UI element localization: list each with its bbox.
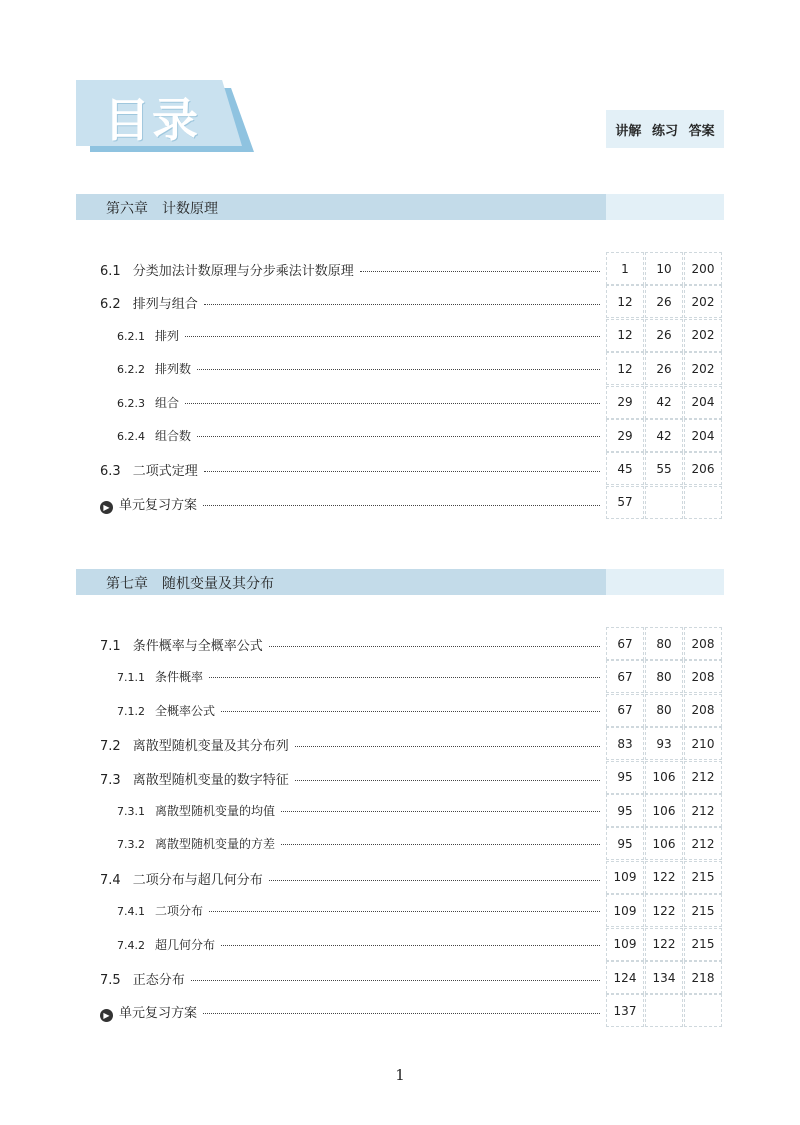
answer-page: 200 [684,252,722,285]
page-cells [606,627,722,660]
explanation-page: 124 [606,961,644,994]
answer-page: 204 [684,386,722,419]
page-cells [606,486,722,519]
page-cells [606,694,722,727]
toc-entry-text [117,835,600,852]
explanation-page: 29 [606,386,644,419]
explanation-page: 109 [606,894,644,927]
section-title: 排列 [155,328,180,343]
answer-page: 212 [684,761,722,794]
explanation-page: 95 [606,827,644,860]
toc-section-row[interactable] [100,252,724,285]
dot-leader [203,1013,600,1014]
toc-subsection-row[interactable] [100,419,724,452]
dot-leader [204,471,600,472]
chapter-number: 第七章 [106,576,148,592]
toc-entry-text [117,668,600,685]
chapter-number: 第六章 [106,201,148,217]
toc-entry-text [100,869,600,888]
chapter-bar-right [606,569,724,595]
explanation-page: 109 [606,861,644,894]
section-title: 条件概率 [155,670,204,685]
toc-entry-text [117,902,600,919]
dot-leader [197,369,600,370]
page-cells [606,994,722,1027]
chapter-header [76,569,724,595]
section-title: 二项式定理 [132,464,198,480]
dot-leader [185,336,600,337]
section-number: 7.2 [100,739,121,755]
toc-section-row[interactable] [100,961,724,994]
answer-page: 204 [684,419,722,452]
section-title: 超几何分布 [155,937,216,952]
practice-page: 26 [645,285,683,318]
play-icon: ▶ [100,501,113,514]
toc-subsection-row[interactable] [100,660,724,693]
toc-entry-text [100,635,600,654]
section-number: 7.1.1 [117,671,145,685]
column-headers [606,110,724,148]
page-cells [606,861,722,894]
toc-section-row[interactable] [100,861,724,894]
toc-section-row[interactable] [100,486,724,519]
column-header-explanation: 讲解 [615,123,642,139]
toc-section-row[interactable] [100,994,724,1027]
toc-entry-text [100,494,600,513]
explanation-page: 67 [606,627,644,660]
explanation-page: 67 [606,660,644,693]
chapter-label [106,198,218,218]
answer-page [684,994,722,1027]
toc-entry-text [100,769,600,788]
section-number: 6.2.3 [117,396,145,410]
toc-entry-text [117,360,600,377]
section-number: 6.1 [100,264,121,279]
section-title: 排列与组合 [132,297,198,313]
toc-section-row[interactable] [100,727,724,760]
toc-entry-text [117,802,600,819]
toc-section-row[interactable] [100,452,724,485]
practice-page: 93 [645,727,683,760]
answer-page: 202 [684,285,722,318]
practice-page: 26 [645,319,683,352]
answer-page: 202 [684,319,722,352]
section-number: 7.4.1 [117,905,145,919]
answer-page: 218 [684,961,722,994]
section-title: 正态分布 [132,973,185,988]
answer-page: 210 [684,727,722,760]
section-number: 6.2.2 [117,363,145,377]
toc-subsection-row[interactable] [100,386,724,419]
chapter-title: 随机变量及其分布 [162,576,274,592]
answer-page: 215 [684,894,722,927]
section-title: 条件概率与全概率公式 [132,639,263,654]
section-number: 6.2.4 [117,430,145,443]
section-title: 离散型随机变量的方差 [155,837,276,852]
toc-entry-text [117,936,600,953]
toc-entry-text [100,260,600,279]
explanation-page: 12 [606,319,644,352]
dot-leader [221,711,600,712]
dot-leader [360,271,600,272]
explanation-page: 29 [606,419,644,452]
explanation-page: 95 [606,794,644,827]
toc-entry-text [100,735,600,754]
page-cells [606,894,722,927]
column-header-answers: 答案 [688,123,715,139]
practice-page: 26 [645,352,683,385]
answer-page: 215 [684,861,722,894]
toc-entry-text [117,394,600,411]
section-number: 6.2 [100,297,121,313]
toc-entry-text [117,427,600,444]
section-title: 离散型随机变量的数字特征 [132,772,289,788]
page-cells [606,727,722,760]
section-title: 组合数 [155,429,192,443]
section-number: 6.2.1 [117,329,145,343]
section-title: 离散型随机变量及其分布列 [132,739,289,755]
section-number: 7.1.2 [117,704,145,718]
section-number: 6.3 [100,464,121,480]
section-title: 二项分布 [155,904,204,919]
page-title: 目录 [104,93,200,147]
explanation-page: 67 [606,694,644,727]
toc-subsection-row[interactable] [100,694,724,727]
practice-page: 106 [645,827,683,860]
explanation-page: 95 [606,761,644,794]
page-cells [606,285,722,318]
answer-page: 208 [684,660,722,693]
practice-page: 42 [645,419,683,452]
toc-entry-text [100,1002,600,1021]
chapter-header [76,194,724,220]
practice-page: 106 [645,794,683,827]
dot-leader [281,844,600,845]
explanation-page: 137 [606,994,644,1027]
section-number: 7.3.2 [117,838,145,852]
play-icon: ▶ [100,1009,113,1022]
toc-entry-text [117,702,600,719]
practice-page: 122 [645,894,683,927]
section-number: 7.5 [100,973,121,988]
answer-page: 212 [684,794,722,827]
page-cells [606,761,722,794]
page-cells [606,794,722,827]
dot-leader [269,880,600,881]
dot-leader [295,746,600,747]
section-title: 全概率公式 [155,703,216,718]
answer-page: 208 [684,694,722,727]
answer-page: 212 [684,827,722,860]
section-number: 7.4.2 [117,938,145,952]
page-cells [606,386,722,419]
practice-page [645,486,683,519]
answer-page [684,486,722,519]
dot-leader [197,436,600,437]
practice-page: 55 [645,452,683,485]
practice-page: 122 [645,928,683,961]
practice-page: 10 [645,252,683,285]
toc-title-block [76,80,256,152]
practice-page: 122 [645,861,683,894]
page-cells [606,319,722,352]
page-number: 1 [395,1066,405,1084]
toc-subsection-row[interactable] [100,827,724,860]
dot-leader [281,811,600,812]
practice-page [645,994,683,1027]
explanation-page: 12 [606,352,644,385]
chapter-bar-right [606,194,724,220]
chapter-label [106,573,274,593]
page-cells [606,452,722,485]
toc-section-row[interactable] [100,761,724,794]
explanation-page: 57 [606,486,644,519]
page-cells [606,961,722,994]
dot-leader [191,980,600,981]
toc-subsection-row[interactable] [100,894,724,927]
page-cells [606,252,722,285]
dot-leader [269,646,600,647]
practice-page: 134 [645,961,683,994]
toc-subsection-row[interactable] [100,928,724,961]
toc-entry-text [100,293,600,312]
section-title: 分类加法计数原理与分步乘法计数原理 [132,264,354,279]
answer-page: 202 [684,352,722,385]
toc-subsection-row[interactable] [100,352,724,385]
dot-leader [295,780,600,781]
page-cells [606,928,722,961]
section-title: 排列数 [155,362,192,377]
toc-subsection-row[interactable] [100,794,724,827]
dot-leader [221,945,600,946]
explanation-page: 83 [606,727,644,760]
section-title: 二项分布与超几何分布 [132,872,263,888]
toc-subsection-row[interactable] [100,319,724,352]
section-number: 7.4 [100,872,121,888]
column-header-practice: 练习 [651,123,678,139]
toc-section-row[interactable] [100,285,724,318]
toc-section-row[interactable] [100,627,724,660]
dot-leader [209,677,600,678]
section-title: 单元复习方案 [119,1006,198,1022]
page-cells [606,827,722,860]
section-title: 组合 [155,395,180,410]
section-number: 7.3 [100,772,121,788]
explanation-page: 45 [606,452,644,485]
section-title: 离散型随机变量的均值 [155,804,276,818]
page-cells [606,419,722,452]
practice-page: 80 [645,660,683,693]
practice-page: 80 [645,694,683,727]
page-cells [606,352,722,385]
chapter-title: 计数原理 [162,201,218,217]
section-number: 7.3.1 [117,805,145,818]
answer-page: 206 [684,452,722,485]
practice-page: 42 [645,386,683,419]
toc-entry-text [100,969,600,988]
toc-entry-text [117,327,600,344]
answer-page: 215 [684,928,722,961]
dot-leader [203,505,600,506]
dot-leader [185,403,600,404]
page-cells [606,660,722,693]
practice-page: 80 [645,627,683,660]
section-title: 单元复习方案 [119,497,198,513]
dot-leader [204,304,600,305]
answer-page: 208 [684,627,722,660]
explanation-page: 1 [606,252,644,285]
dot-leader [209,911,600,912]
explanation-page: 109 [606,928,644,961]
explanation-page: 12 [606,285,644,318]
practice-page: 106 [645,761,683,794]
section-number: 7.1 [100,639,121,654]
toc-entry-text [100,460,600,479]
